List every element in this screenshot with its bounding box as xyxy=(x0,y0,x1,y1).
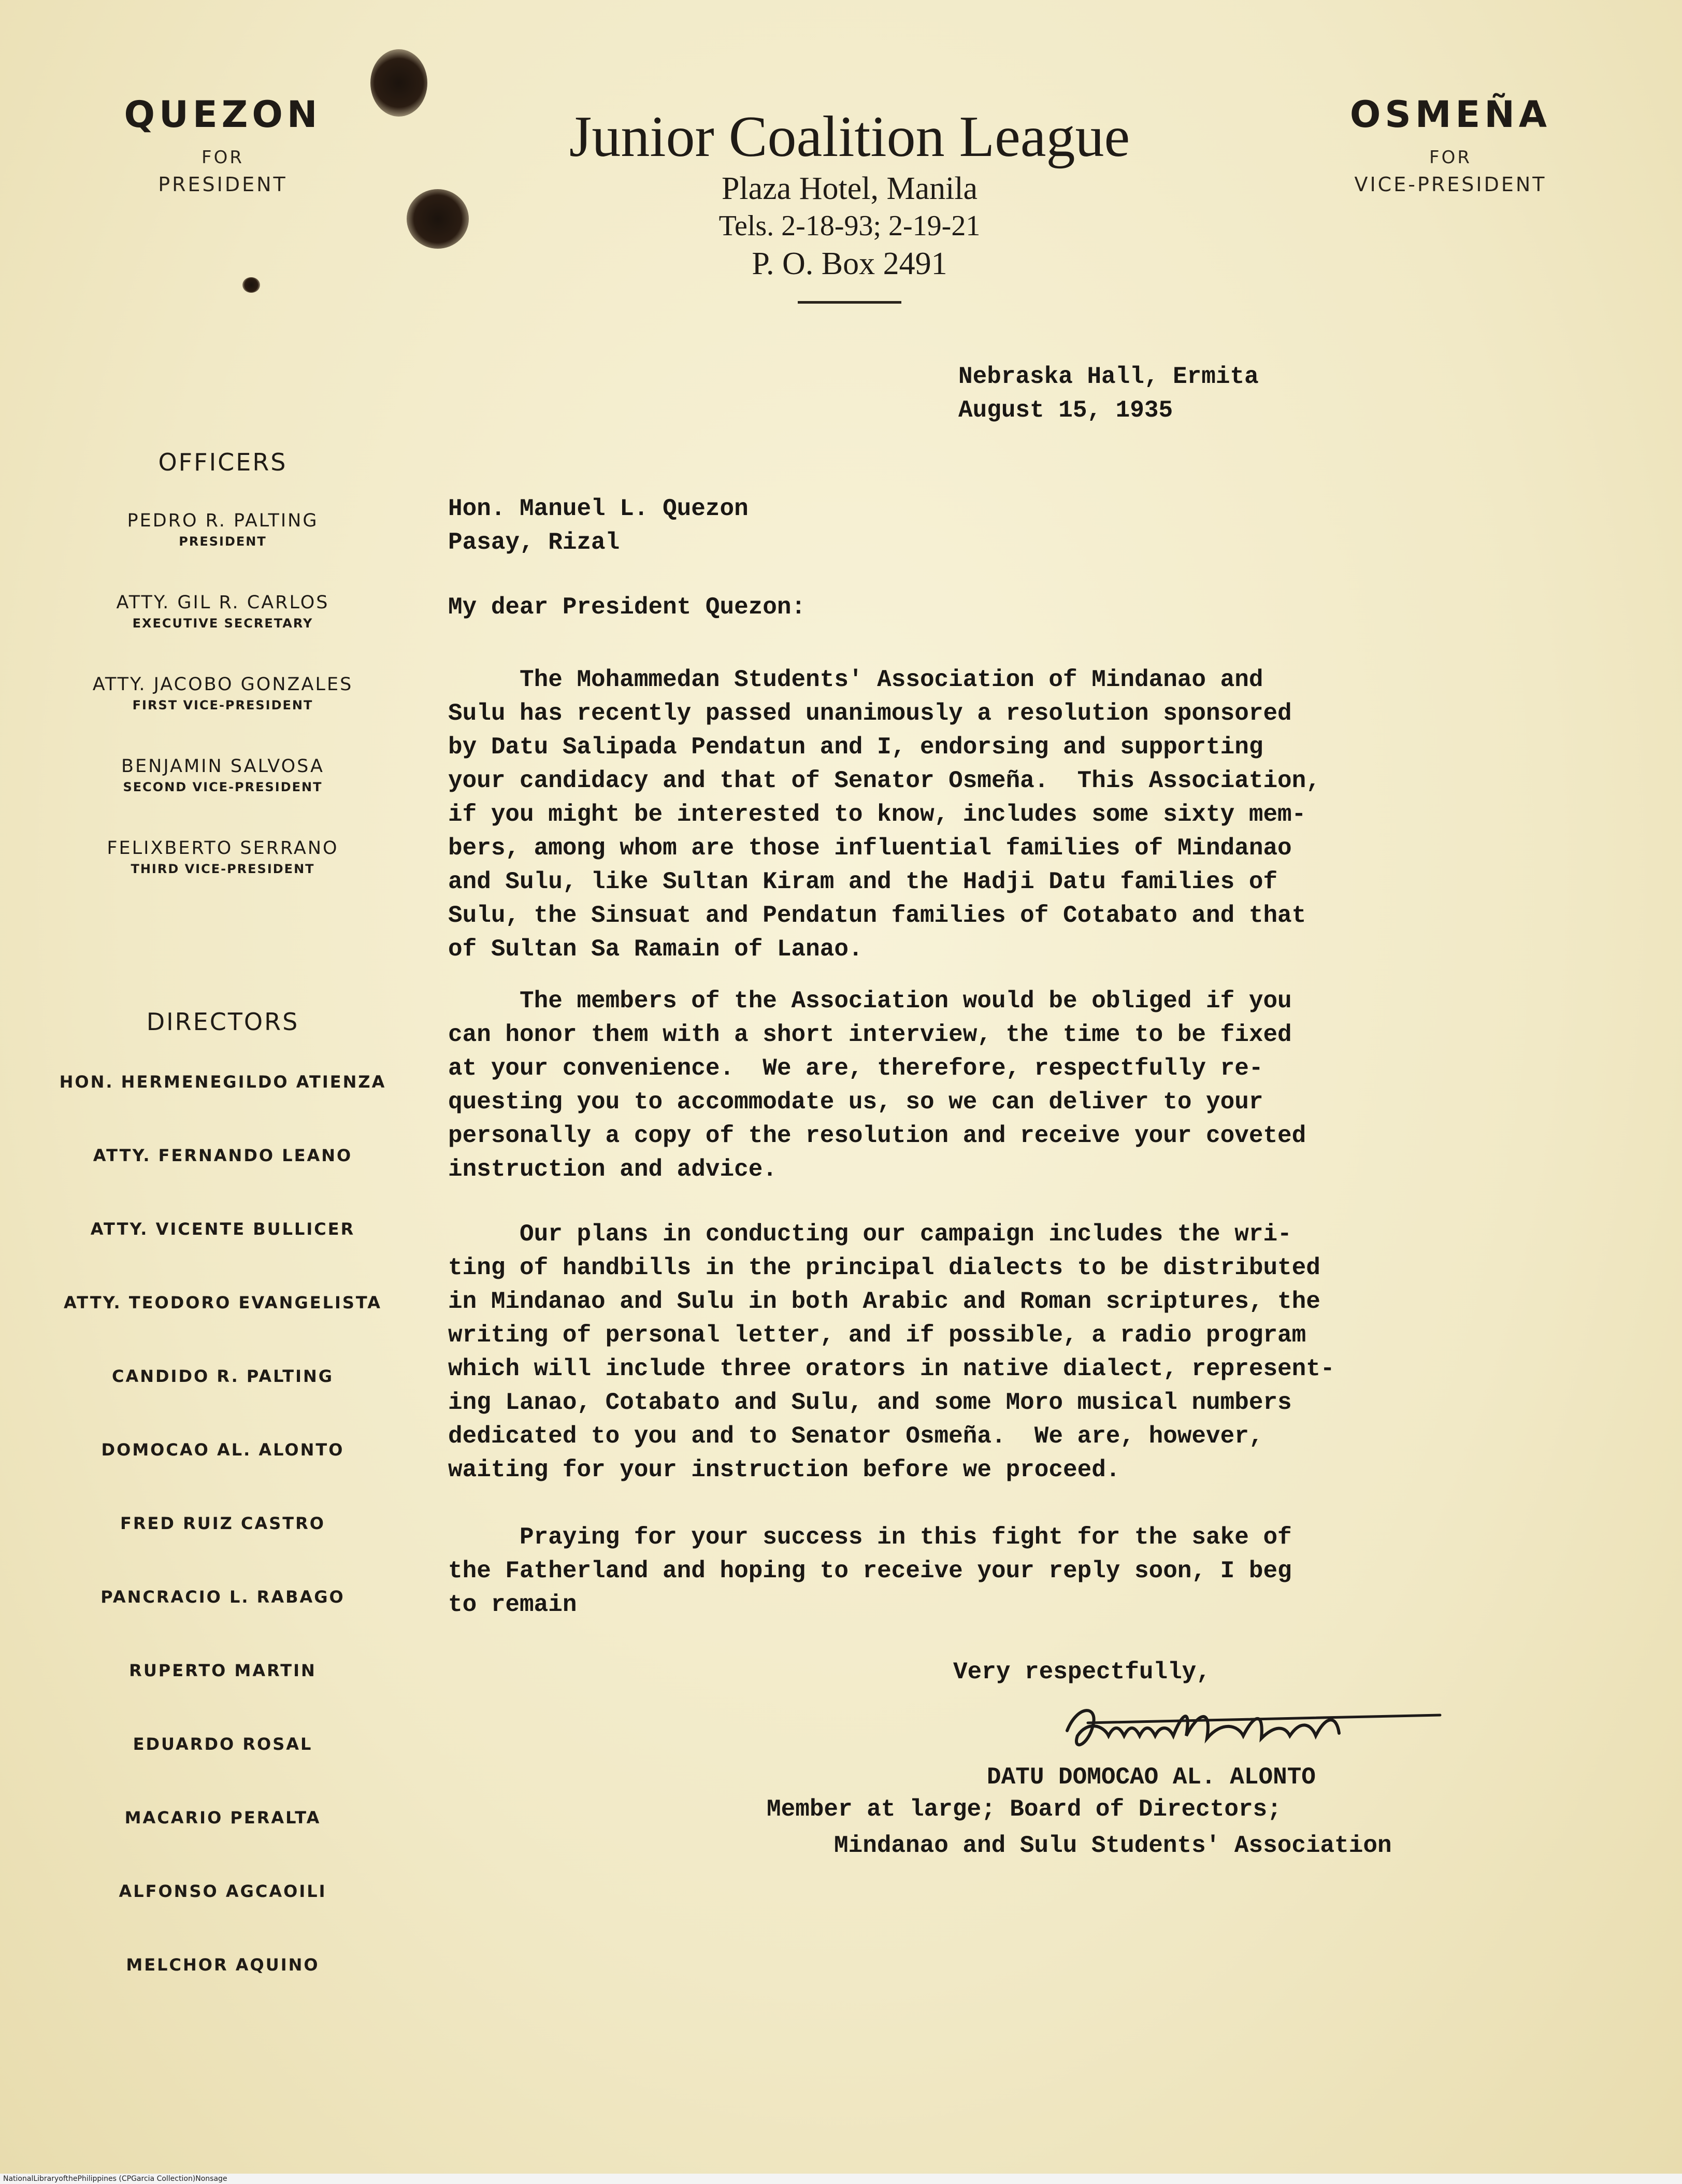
organization-address: Plaza Hotel, Manila xyxy=(721,171,978,206)
director-name: EDUARDO ROSAL xyxy=(133,1734,313,1754)
letter-line: at your convenience. We are, therefore, respectfully re- xyxy=(448,1055,1263,1082)
director-name: PANCRACIO L. RABAGO xyxy=(100,1587,345,1607)
officer-name: BENJAMIN SALVOSA xyxy=(121,756,324,777)
signer-title-1: Member at large; Board of Directors; xyxy=(767,1796,1282,1823)
letter-line: personally a copy of the resolution and receive your coveted xyxy=(448,1122,1306,1149)
letter-line: which will include three orators in native dialect, represent- xyxy=(448,1355,1335,1382)
officer-name: ATTY. JACOBO GONZALES xyxy=(92,674,353,695)
ink-stain xyxy=(370,49,427,117)
officers-heading: OFFICERS xyxy=(158,448,287,476)
letter-line: in Mindanao and Sulu in both Arabic and Roman scriptures, the xyxy=(448,1288,1320,1315)
director-name: MACARIO PERALTA xyxy=(124,1808,321,1828)
letter-line: your candidacy and that of Senator Osmeña. This Association, xyxy=(448,767,1320,794)
director-name: MELCHOR AQUINO xyxy=(126,1955,320,1975)
letter-line: The Mohammedan Students' Association of Mindanao and xyxy=(448,666,1263,693)
officer-title: PRESIDENT xyxy=(179,534,267,549)
paragraph-3 xyxy=(448,1218,1334,1487)
director-name: CANDIDO R. PALTING xyxy=(111,1366,334,1386)
letter-line: ing Lanao, Cotabato and Sulu, and some Moro musical numbers xyxy=(448,1389,1292,1416)
letter-line: waiting for your instruction before we proceed. xyxy=(448,1457,1120,1483)
letter-line: dedicated to you and to Senator Osmeña. We are, however, xyxy=(448,1423,1263,1450)
signer-name: DATU DOMOCAO AL. ALONTO xyxy=(987,1764,1316,1791)
letter-line: instruction and advice. xyxy=(448,1156,777,1183)
officer-entry xyxy=(31,510,414,549)
letter-line: and Sulu, like Sultan Kiram and the Hadji Datu families of xyxy=(448,868,1278,895)
candidate-right-role: VICE-PRESIDENT xyxy=(1354,173,1547,196)
letter-line: Sulu, the Sinsuat and Pendatun families of Cotabato and that xyxy=(448,902,1306,929)
officer-entry xyxy=(31,838,414,876)
officer-entry xyxy=(31,674,414,712)
letter-line: writing of personal letter, and if possible, a radio program xyxy=(448,1322,1306,1349)
officer-title: EXECUTIVE SECRETARY xyxy=(132,616,313,631)
directors-heading: DIRECTORS xyxy=(146,1008,299,1036)
officer-title: SECOND VICE-PRESIDENT xyxy=(123,780,323,794)
director-name: FRED RUIZ CASTRO xyxy=(120,1514,325,1533)
recipient-place: Pasay, Rizal xyxy=(448,529,620,556)
signature xyxy=(1057,1694,1461,1767)
closing: Very respectfully, xyxy=(953,1659,1211,1686)
candidate-left xyxy=(78,93,368,196)
letter-line: questing you to accommodate us, so we can deliver to your xyxy=(448,1089,1263,1116)
letterhead xyxy=(456,104,1243,304)
letter-date: August 15, 1935 xyxy=(958,397,1173,424)
director-name: RUPERTO MARTIN xyxy=(129,1661,317,1680)
officer-name: PEDRO R. PALTING xyxy=(127,510,319,531)
letter-line: the Fatherland and hoping to receive your reply soon, I beg xyxy=(448,1558,1292,1585)
director-name: ATTY. TEODORO EVANGELISTA xyxy=(63,1293,382,1312)
paragraph-2 xyxy=(448,984,1306,1187)
candidate-left-name: QUEZON xyxy=(124,93,322,136)
letter-line: by Datu Salipada Pendatun and I, endorsing and supporting xyxy=(448,734,1263,761)
signer-title-2: Mindanao and Sulu Students' Association xyxy=(834,1832,1392,1859)
ink-stain xyxy=(242,277,260,293)
letter-location: Nebraska Hall, Ermita xyxy=(958,363,1259,390)
director-name: ATTY. VICENTE BULLICER xyxy=(90,1219,355,1239)
recipient-name: Hon. Manuel L. Quezon xyxy=(448,495,749,522)
letter-line: if you might be interested to know, includes some sixty mem- xyxy=(448,801,1306,828)
candidate-right-for: FOR xyxy=(1429,147,1472,168)
directors-list xyxy=(31,1008,414,1975)
letter-line: Sulu has recently passed unanimously a resolution sponsored xyxy=(448,700,1292,727)
letter-line: to remain xyxy=(448,1591,577,1618)
organization-po-box: P. O. Box 2491 xyxy=(752,246,947,281)
officer-title: THIRD VICE-PRESIDENT xyxy=(131,862,315,876)
scan-footer xyxy=(0,2174,1682,2184)
organization-name: Junior Coalition League xyxy=(569,105,1130,169)
letter-line: bers, among whom are those influential families of Mindanao xyxy=(448,835,1292,862)
officer-title: FIRST VICE-PRESIDENT xyxy=(132,698,313,712)
candidate-right xyxy=(1305,93,1595,196)
salutation: My dear President Quezon: xyxy=(448,594,806,621)
officers-list xyxy=(31,448,414,876)
letterhead-rule xyxy=(798,301,901,304)
letter-line: can honor them with a short interview, the time to be fixed xyxy=(448,1021,1292,1048)
letter-line: ting of handbills in the principal dialects to be distributed xyxy=(448,1254,1320,1281)
letter-line: Our plans in conducting our campaign includes the wri- xyxy=(448,1221,1292,1248)
director-name: DOMOCAO AL. ALONTO xyxy=(101,1440,344,1460)
candidate-right-name: OSMEÑA xyxy=(1349,93,1551,136)
officer-name: ATTY. GIL R. CARLOS xyxy=(116,592,329,613)
letter-line: of Sultan Sa Ramain of Lanao. xyxy=(448,936,863,963)
letter-line: Praying for your success in this fight for the sake of xyxy=(448,1524,1292,1551)
officer-entry xyxy=(31,592,414,631)
scan-label: NationalLibraryofthePhilippines (CPGarcia Collection)Nonsage xyxy=(3,2175,227,2183)
director-name: HON. HERMENEGILDO ATIENZA xyxy=(59,1072,386,1092)
letter-line: The members of the Association would be obliged if you xyxy=(448,988,1292,1015)
paragraph-1 xyxy=(448,663,1320,966)
candidate-left-for: FOR xyxy=(202,147,244,168)
officer-entry xyxy=(31,756,414,794)
paragraph-4 xyxy=(448,1521,1292,1622)
organization-telephones: Tels. 2-18-93; 2-19-21 xyxy=(718,210,981,242)
candidate-left-role: PRESIDENT xyxy=(158,173,287,196)
director-name: ATTY. FERNANDO LEANO xyxy=(93,1146,353,1165)
director-name: ALFONSO AGCAOILI xyxy=(119,1881,327,1901)
officer-name: FELIXBERTO SERRANO xyxy=(107,838,339,859)
